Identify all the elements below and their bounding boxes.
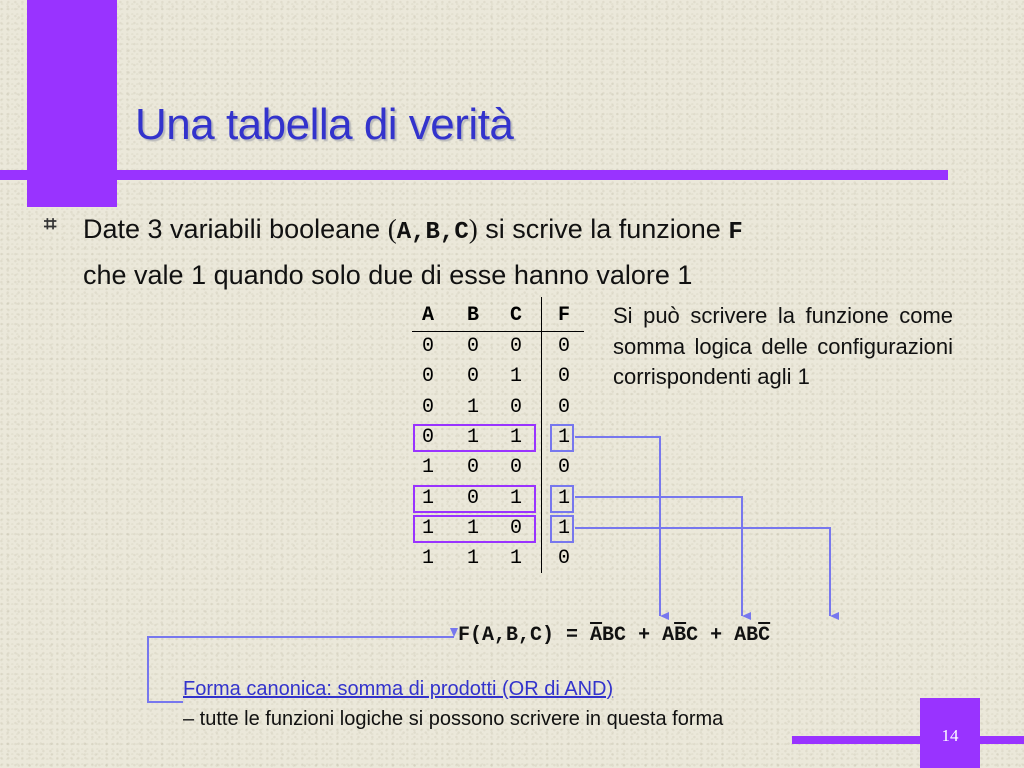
formula-plus1: + — [626, 624, 663, 647]
table-cell: 0 — [467, 335, 480, 358]
table-header-c: C — [510, 304, 523, 327]
canonical-form-title: Forma canonica: somma di prodotti (OR di AND) — [183, 678, 614, 700]
table-cell: 1 — [422, 516, 435, 540]
bullet-text-part1: Date 3 variabili booleane — [83, 214, 388, 244]
table-cell: 1 — [558, 516, 571, 540]
table-cell: 0 — [510, 395, 523, 419]
page-number: 14 — [941, 726, 959, 745]
table-cell: 1 — [510, 547, 523, 571]
table-cell: 0 — [422, 425, 435, 449]
hash-bullet-icon: ⌗ — [44, 212, 57, 237]
table-cell: 1 — [510, 486, 523, 510]
bullet-vars: A,B,C — [396, 219, 469, 246]
formula-term2-negated: $\overline{B}$ — [674, 624, 687, 647]
table-cell: 0 — [558, 456, 571, 480]
table-header-b: B — [467, 304, 480, 327]
table-cell: 0 — [422, 395, 435, 419]
table-cell: 0 — [558, 365, 571, 389]
table-cell: 0 — [467, 365, 480, 389]
table-cell: 1 — [558, 425, 571, 449]
table-header-a: A — [422, 304, 435, 327]
side-note: Si può scrivere la funzione come somma logica delle configurazioni corrispondenti agli 1 — [613, 303, 953, 389]
arrow-row7 — [575, 528, 830, 616]
table-cell: 0 — [422, 335, 435, 358]
bullet-func: F — [728, 219, 743, 246]
table-cell: 0 — [510, 456, 523, 480]
table-header-f: F — [558, 304, 571, 327]
formula-term3-negated: $\overline{C}$ — [758, 624, 771, 647]
canonical-formula — [458, 624, 770, 647]
canonical-form-subtext — [183, 708, 723, 731]
table-cell: 1 — [510, 365, 523, 389]
table-cell: 1 — [467, 547, 480, 571]
table-cell: 0 — [467, 456, 480, 480]
table-cell: 1 — [422, 486, 435, 510]
bullet-text-part3: che vale 1 quando solo due di esse hanno valore 1 — [83, 260, 693, 290]
table-cell: 1 — [467, 425, 480, 449]
table-cell: 1 — [422, 456, 435, 480]
table-cell: 0 — [558, 335, 571, 358]
table-cell: 1 — [422, 547, 435, 571]
bullet-paren-open: ( — [387, 214, 397, 244]
table-cell: 1 — [467, 395, 480, 419]
formula-term1-rest: BC — [602, 624, 627, 647]
table-cell: 0 — [558, 395, 571, 419]
formula-lhs: F(A,B,C) = — [458, 624, 591, 647]
decor-bar-bottom — [792, 736, 1024, 744]
formula-term2-a: A — [662, 624, 675, 647]
table-cell: 0 — [510, 516, 523, 540]
table-cell: 1 — [510, 425, 523, 449]
table-cell: 1 — [558, 486, 571, 510]
table-cell: 0 — [558, 547, 571, 571]
arrow-row6 — [575, 497, 742, 616]
table-cell: 0 — [510, 335, 523, 358]
canonical-subtext: tutte le funzioni logiche si possono scrivere in questa forma — [194, 708, 724, 730]
canonical-dash: – — [183, 708, 195, 730]
table-cell: 0 — [422, 365, 435, 389]
slide-title: Una tabella di verità — [135, 100, 514, 149]
formula-term3-ab: AB — [734, 624, 759, 647]
arrow-row4 — [575, 437, 660, 616]
formula-plus2: + — [698, 624, 735, 647]
formula-term1-negated: $\overline{A}$ — [590, 624, 603, 647]
bullet-text-part2: si scrive la funzione — [477, 214, 729, 244]
formula-term2-c: C — [686, 624, 699, 647]
bullet-paren-close: ) — [468, 214, 478, 244]
table-cell: 0 — [467, 486, 480, 510]
table-cell: 1 — [467, 516, 480, 540]
